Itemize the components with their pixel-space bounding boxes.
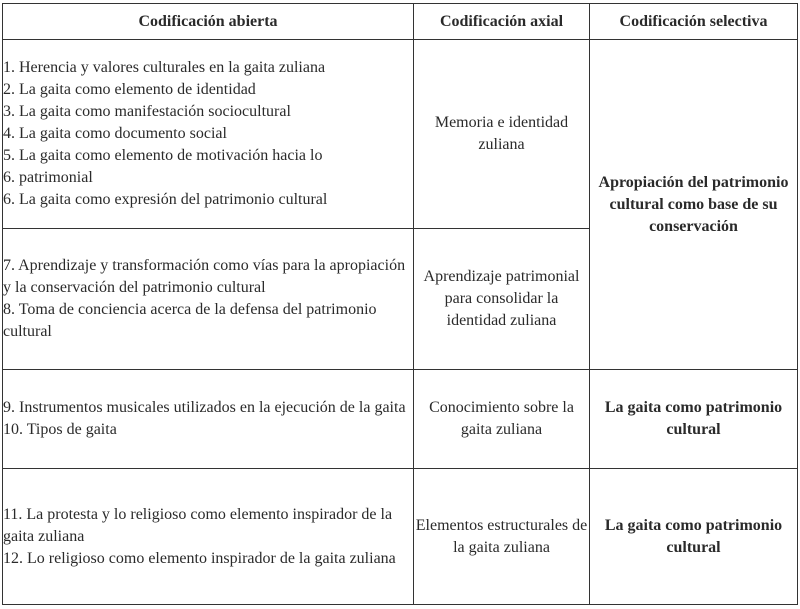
open-code-item: 8. Toma de conciencia acerca de la defensa del patrimonio cultural [3, 301, 377, 340]
selective-coding-cell: La gaita como patrimonio cultural [590, 469, 798, 605]
table-row [3, 370, 798, 469]
open-code-item: 4. La gaita como documento social [3, 125, 227, 142]
open-code-item: 2. La gaita como elemento de identidad [3, 81, 256, 98]
open-coding-cell [3, 469, 414, 605]
open-coding-cell [3, 229, 414, 370]
open-code-item: 6. patrimonial [3, 169, 93, 186]
axial-coding-cell: Conocimiento sobre la gaita zuliana [414, 370, 590, 469]
open-code-item: 1. Herencia y valores culturales en la gaita zuliana [3, 59, 326, 76]
axial-coding-cell: Elementos estructurales de la gaita zuliana [414, 469, 590, 605]
open-code-item: 5. La gaita como elemento de motivación hacia lo [3, 147, 323, 164]
open-code-item: 6. La gaita como expresión del patrimonio cultural [3, 191, 328, 208]
selective-coding-cell-merged: Apropiación del patrimonio cultural como base de su conservación [590, 40, 798, 370]
header-row [3, 4, 798, 40]
axial-coding-cell: Aprendizaje patrimonial para consolidar la identidad zuliana [414, 229, 590, 370]
header-selective-coding: Codificación selectiva [590, 4, 798, 40]
open-code-item: 10. Tipos de gaita [3, 421, 117, 438]
table-row [3, 469, 798, 605]
open-code-item: 7. Aprendizaje y transformación como vías para la apropiación y la conservación del patrimonio cultural [3, 257, 406, 296]
open-code-item: 9. Instrumentos musicales utilizados en la ejecución de la gaita [3, 399, 406, 416]
header-open-coding: Codificación abierta [3, 4, 414, 40]
table-row [3, 40, 798, 229]
open-code-item: 12. Lo religioso como elemento inspirador de la gaita zuliana [3, 549, 396, 567]
open-coding-cell [3, 370, 414, 469]
header-axial-coding: Codificación axial [414, 4, 590, 40]
axial-coding-cell: Memoria e identidad zuliana [414, 40, 590, 229]
open-code-item: 11. La protesta y lo religioso como elemento inspirador de la gaita zuliana [3, 505, 393, 545]
open-code-item: 3. La gaita como manifestación sociocultural [3, 103, 291, 120]
open-coding-cell [3, 40, 414, 229]
selective-coding-cell: La gaita como patrimonio cultural [590, 370, 798, 469]
coding-table [2, 3, 798, 605]
